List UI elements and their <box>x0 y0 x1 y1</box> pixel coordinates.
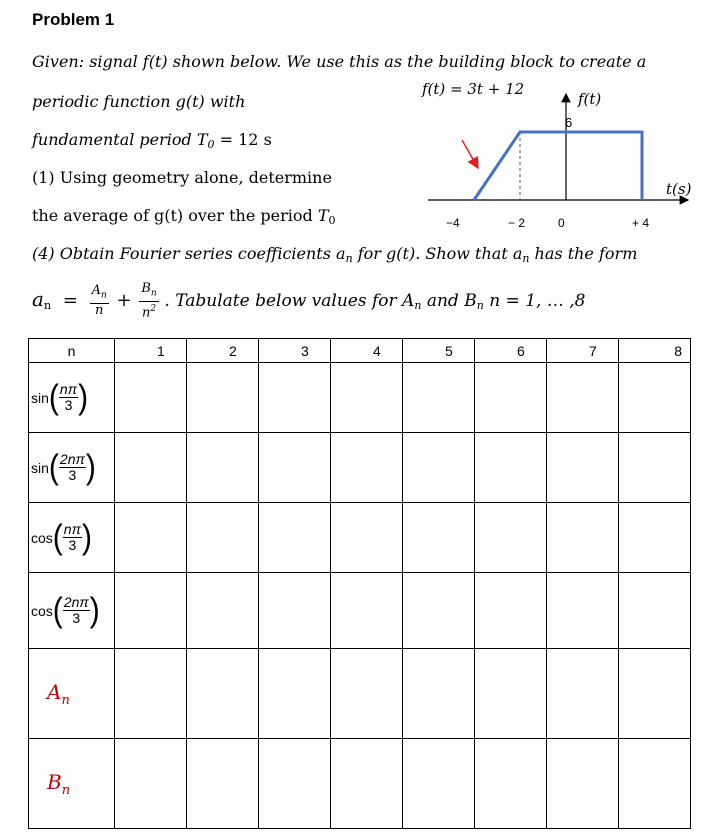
tick-neg2: − 2 <box>508 216 526 230</box>
cell-empty[interactable] <box>547 739 619 829</box>
row-label-An: $A_n$ <box>29 649 115 739</box>
header-col-7: 7 <box>547 339 619 363</box>
y-axis-label: f(t) <box>578 90 602 108</box>
cell-empty[interactable] <box>619 649 691 739</box>
part4-text: (4) Obtain Fourier series coefficients $a_n$ for g(t). Show that $a_n$ has the form <box>32 244 638 265</box>
header-n: n <box>29 339 115 363</box>
values-table <box>28 338 691 829</box>
cell-empty[interactable] <box>403 573 475 649</box>
row-label-cos-npi3: cos ( nπ 3 ) <box>29 503 115 573</box>
cell-empty[interactable] <box>115 649 187 739</box>
peak-label: 6 <box>565 115 573 130</box>
header-col-2: 2 <box>187 339 259 363</box>
row-label-Bn: $B_n$ <box>29 739 115 829</box>
cell-empty[interactable] <box>403 503 475 573</box>
row-label-sin-npi3: sin ( nπ 3 ) <box>29 363 115 433</box>
fundamental-period-text: fundamental period $T_0 = 12$ s <box>32 130 272 151</box>
tick-0: 0 <box>558 216 565 230</box>
header-col-5: 5 <box>403 339 475 363</box>
cell-empty[interactable] <box>403 363 475 433</box>
cell-empty[interactable] <box>547 649 619 739</box>
cell-empty[interactable] <box>547 573 619 649</box>
cell-empty[interactable] <box>403 739 475 829</box>
cell-empty[interactable] <box>619 503 691 573</box>
table-row <box>29 363 691 433</box>
cell-empty[interactable] <box>115 363 187 433</box>
ramp-equation-label: f(t) = 3t + 12 <box>422 80 525 98</box>
table-row <box>29 573 691 649</box>
cell-empty[interactable] <box>547 433 619 503</box>
cell-empty[interactable] <box>403 649 475 739</box>
cell-empty[interactable] <box>331 649 403 739</box>
row-label-sin-2npi3: sin ( 2nπ 3 ) <box>29 433 115 503</box>
table-row <box>29 739 691 829</box>
tick-neg4: −4 <box>446 216 460 230</box>
cell-empty[interactable] <box>259 739 331 829</box>
cell-empty[interactable] <box>475 363 547 433</box>
part1-line2: the average of g(t) over the period $T_0$ <box>32 206 336 227</box>
x-axis-label: t(s) <box>666 180 692 198</box>
red-arrow <box>462 140 478 168</box>
cell-empty[interactable] <box>331 503 403 573</box>
header-col-6: 6 <box>475 339 547 363</box>
cell-empty[interactable] <box>331 739 403 829</box>
problem-title: Problem 1 <box>32 10 115 29</box>
periodic-text: periodic function g(t) with <box>32 92 246 111</box>
cell-empty[interactable] <box>187 649 259 739</box>
table-row <box>29 649 691 739</box>
header-col-8: 8 <box>619 339 691 363</box>
cell-empty[interactable] <box>475 503 547 573</box>
cell-empty[interactable] <box>187 739 259 829</box>
cell-empty[interactable] <box>115 739 187 829</box>
cell-empty[interactable] <box>259 503 331 573</box>
cell-empty[interactable] <box>115 573 187 649</box>
signal-line <box>474 132 642 200</box>
cell-empty[interactable] <box>115 503 187 573</box>
cell-empty[interactable] <box>331 363 403 433</box>
given-text: Given: signal f(t) shown below. We use this as the building block to create a <box>32 52 647 71</box>
formula-line: $a_n$ = $\frac{A_n}{n}$ + $\frac{B_n}{n^2}$ . Tabulate below values for $A_n$ and $B_n$ n = 1, … ,8 <box>32 281 586 320</box>
cell-empty[interactable] <box>259 649 331 739</box>
cell-empty[interactable] <box>187 363 259 433</box>
cell-empty[interactable] <box>619 363 691 433</box>
cell-empty[interactable] <box>547 503 619 573</box>
cell-empty[interactable] <box>475 433 547 503</box>
signal-graph <box>0 0 720 240</box>
cell-empty[interactable] <box>115 433 187 503</box>
cell-empty[interactable] <box>547 363 619 433</box>
cell-empty[interactable] <box>475 739 547 829</box>
table-row <box>29 433 691 503</box>
cell-empty[interactable] <box>619 573 691 649</box>
tick-pos4: + 4 <box>632 216 650 230</box>
cell-empty[interactable] <box>331 433 403 503</box>
cell-empty[interactable] <box>331 573 403 649</box>
cell-empty[interactable] <box>619 433 691 503</box>
row-label-cos-2npi3: cos ( 2nπ 3 ) <box>29 573 115 649</box>
part1-line1: (1) Using geometry alone, determine <box>32 168 332 187</box>
header-col-3: 3 <box>259 339 331 363</box>
cell-empty[interactable] <box>259 363 331 433</box>
cell-empty[interactable] <box>259 433 331 503</box>
cell-empty[interactable] <box>475 573 547 649</box>
header-col-4: 4 <box>331 339 403 363</box>
cell-empty[interactable] <box>187 433 259 503</box>
cell-empty[interactable] <box>475 649 547 739</box>
header-col-1: 1 <box>115 339 187 363</box>
table-row <box>29 503 691 573</box>
cell-empty[interactable] <box>619 739 691 829</box>
cell-empty[interactable] <box>259 573 331 649</box>
cell-empty[interactable] <box>187 573 259 649</box>
table-header-row <box>29 339 691 363</box>
cell-empty[interactable] <box>187 503 259 573</box>
cell-empty[interactable] <box>403 433 475 503</box>
